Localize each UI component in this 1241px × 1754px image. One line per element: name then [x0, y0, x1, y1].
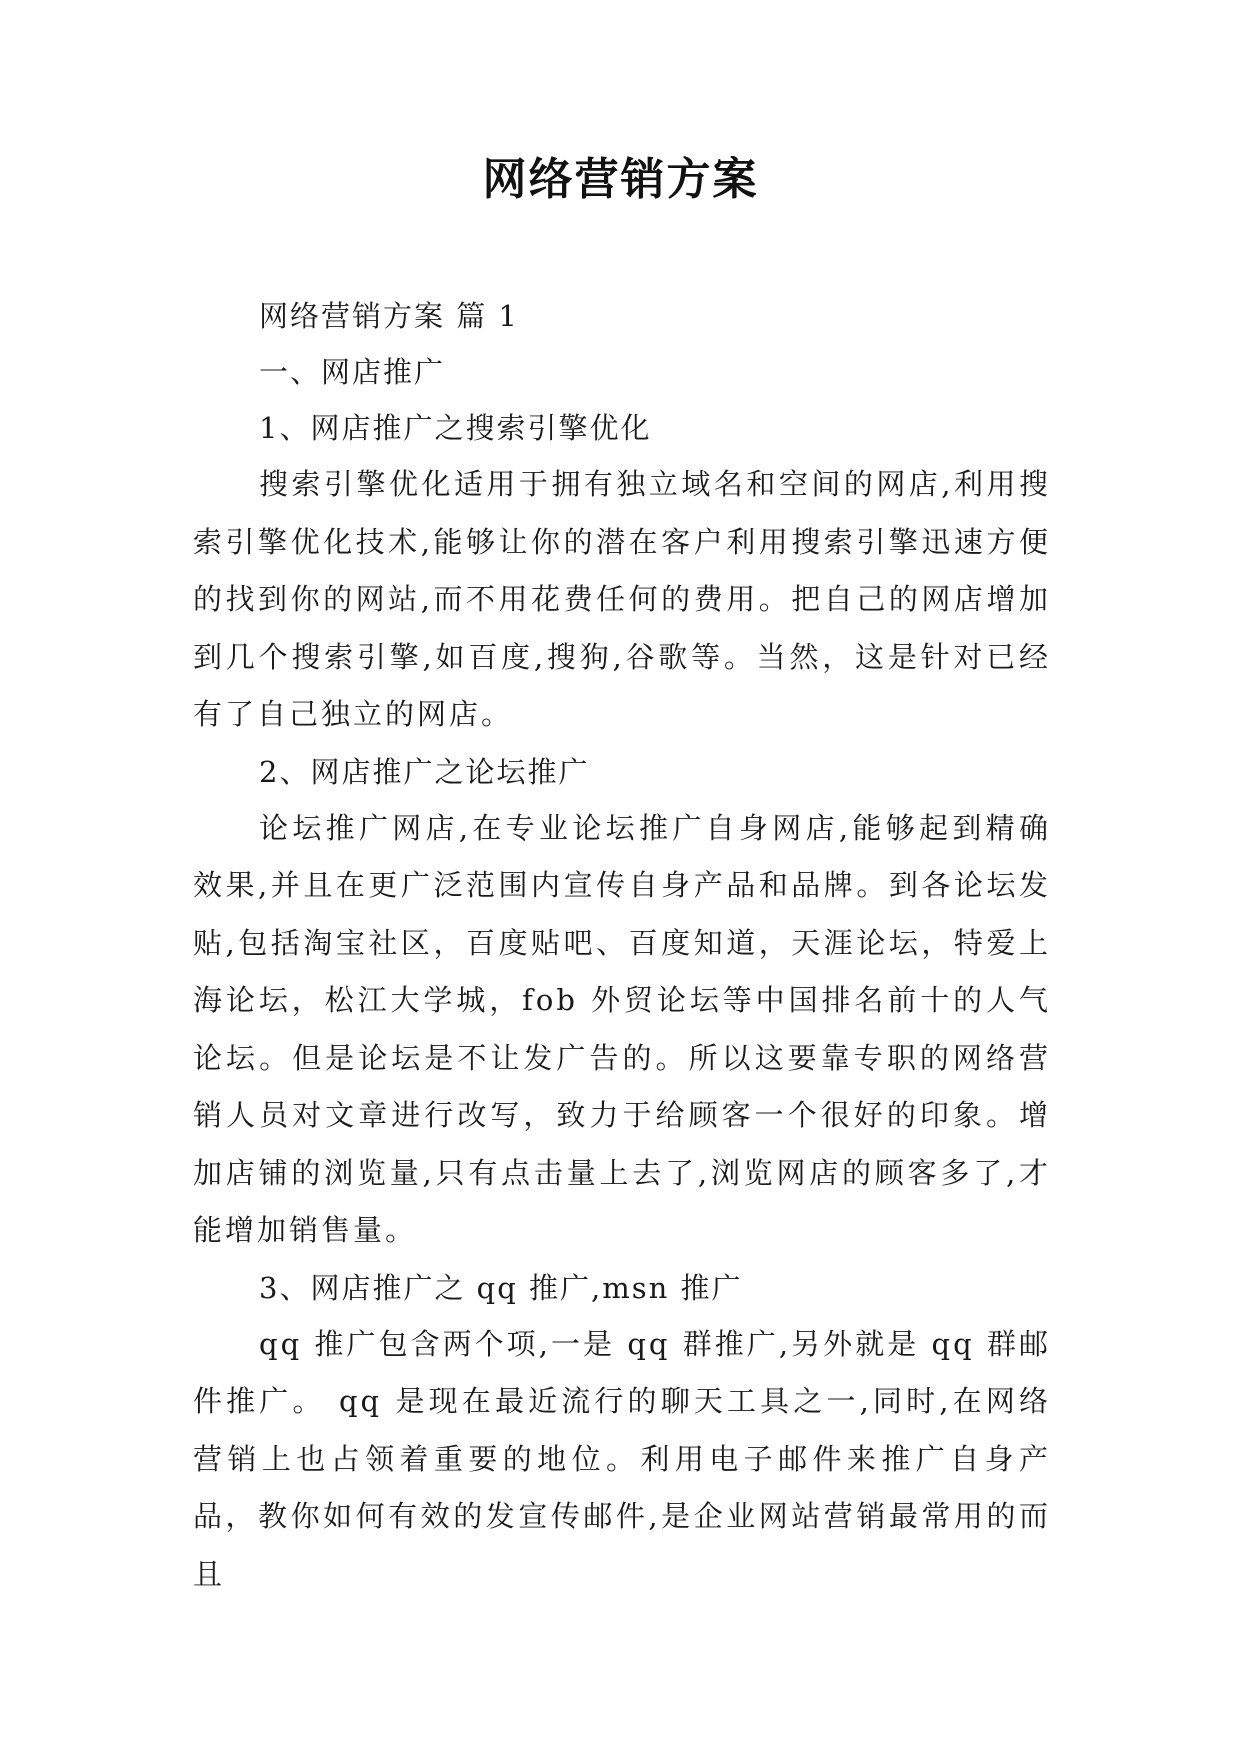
part-heading: 一、网店推广	[259, 355, 446, 389]
paragraph-1: 搜索引擎优化适用于拥有独立域名和空间的网店,利用搜索引擎优化技术,能够让你的潜在客户利用搜索引擎迅速方便的找到你的网站,而不用花费任何的费用。把自己的网店增加到几个搜索引擎,如百度,搜狗,谷歌等。当然，这是针对已经有了自己独立的网店。	[193, 467, 1051, 731]
subsection-heading-1: 1、网店推广之搜索引擎优化	[259, 411, 652, 445]
paragraph-3: qq 推广包含两个项,一是 qq 群推广,另外就是 qq 群邮件推广。 qq 是现在最近流行的聊天工具之一,同时,在网络营销上也占领着重要的地位。利用电子邮件来推广自身产品，教你如何有效的发宣传邮件,是企业网站营销最常用的而且	[193, 1326, 1051, 1591]
subsection-heading-3: 3、网店推广之 qq 推广,msn 推广	[259, 1270, 743, 1305]
document-body	[193, 288, 1051, 1603]
subsection-heading-2: 2、网店推广之论坛推广	[259, 754, 590, 789]
document-title: 网络营销方案	[482, 154, 759, 205]
section-heading: 网络营销方案 篇 1	[259, 299, 519, 333]
paragraph-2: 论坛推广网店,在专业论坛推广自身网店,能够起到精确效果,并且在更广泛范围内宣传自身产品和品牌。到各论坛发贴,包括淘宝社区，百度贴吧、百度知道，天涯论坛，特爱上海论坛，松江大学城，fob 外贸论坛等中国排名前十的人气论坛。但是论坛是不让发广告的。所以这要靠专职的网络营销人员对文章进行改写，致力于给顾客一个很好的印象。增加店铺的浏览量,只有点击量上去了,浏览网店的顾客多了,才能增加销售量。	[193, 810, 1052, 1247]
